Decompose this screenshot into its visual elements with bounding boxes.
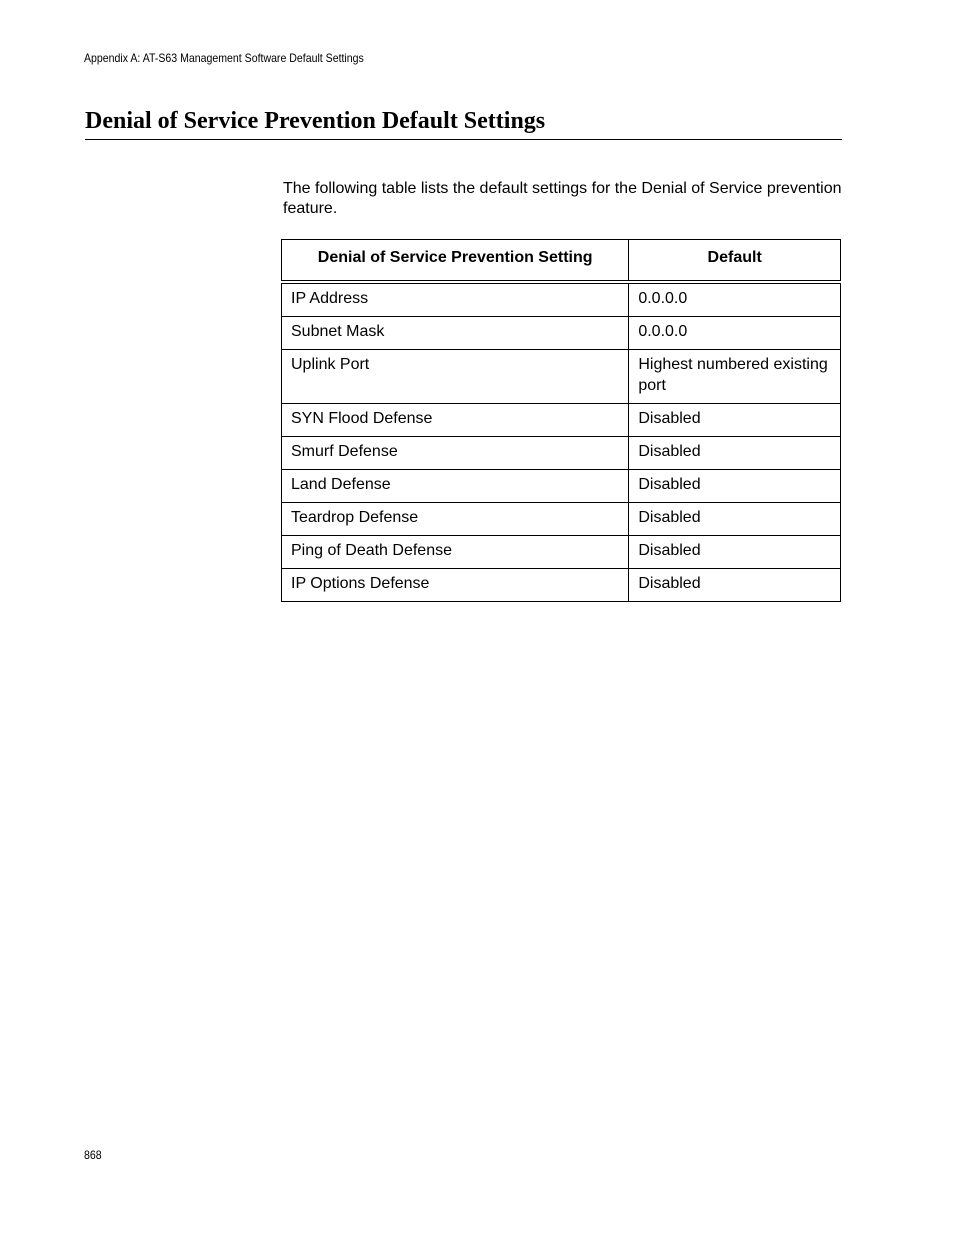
default-cell: Disabled	[629, 569, 841, 602]
table-row	[282, 437, 841, 470]
table-row	[282, 317, 841, 350]
default-cell: Disabled	[629, 503, 841, 536]
setting-cell: Subnet Mask	[282, 317, 629, 350]
intro-paragraph: The following table lists the default settings for the Denial of Service prevention feature.	[283, 180, 842, 217]
table-row	[282, 569, 841, 602]
default-cell: 0.0.0.0	[629, 282, 841, 317]
column-header-default: Default	[629, 240, 841, 283]
table-header-row	[282, 240, 841, 283]
table-row	[282, 350, 841, 404]
default-cell: Highest numbered existing port	[629, 350, 841, 404]
setting-cell: Uplink Port	[282, 350, 629, 404]
table-row	[282, 536, 841, 569]
setting-cell: Ping of Death Defense	[282, 536, 629, 569]
default-cell: Disabled	[629, 437, 841, 470]
column-header-setting: Denial of Service Prevention Setting	[282, 240, 629, 283]
setting-cell: IP Options Defense	[282, 569, 629, 602]
default-cell: Disabled	[629, 470, 841, 503]
page-number: 868	[84, 1148, 102, 1162]
running-header: Appendix A: AT-S63 Management Software Default Settings	[84, 51, 364, 65]
default-cell: Disabled	[629, 404, 841, 437]
setting-cell: SYN Flood Defense	[282, 404, 629, 437]
title-rule	[85, 139, 842, 140]
table-row	[282, 282, 841, 317]
table-row	[282, 503, 841, 536]
setting-cell: Land Defense	[282, 470, 629, 503]
section-title: Denial of Service Prevention Default Settings	[85, 108, 546, 134]
setting-cell: IP Address	[282, 282, 629, 317]
default-cell: Disabled	[629, 536, 841, 569]
table-row	[282, 404, 841, 437]
table-row	[282, 470, 841, 503]
setting-cell: Smurf Defense	[282, 437, 629, 470]
default-cell: 0.0.0.0	[629, 317, 841, 350]
defaults-table	[281, 239, 841, 602]
setting-cell: Teardrop Defense	[282, 503, 629, 536]
